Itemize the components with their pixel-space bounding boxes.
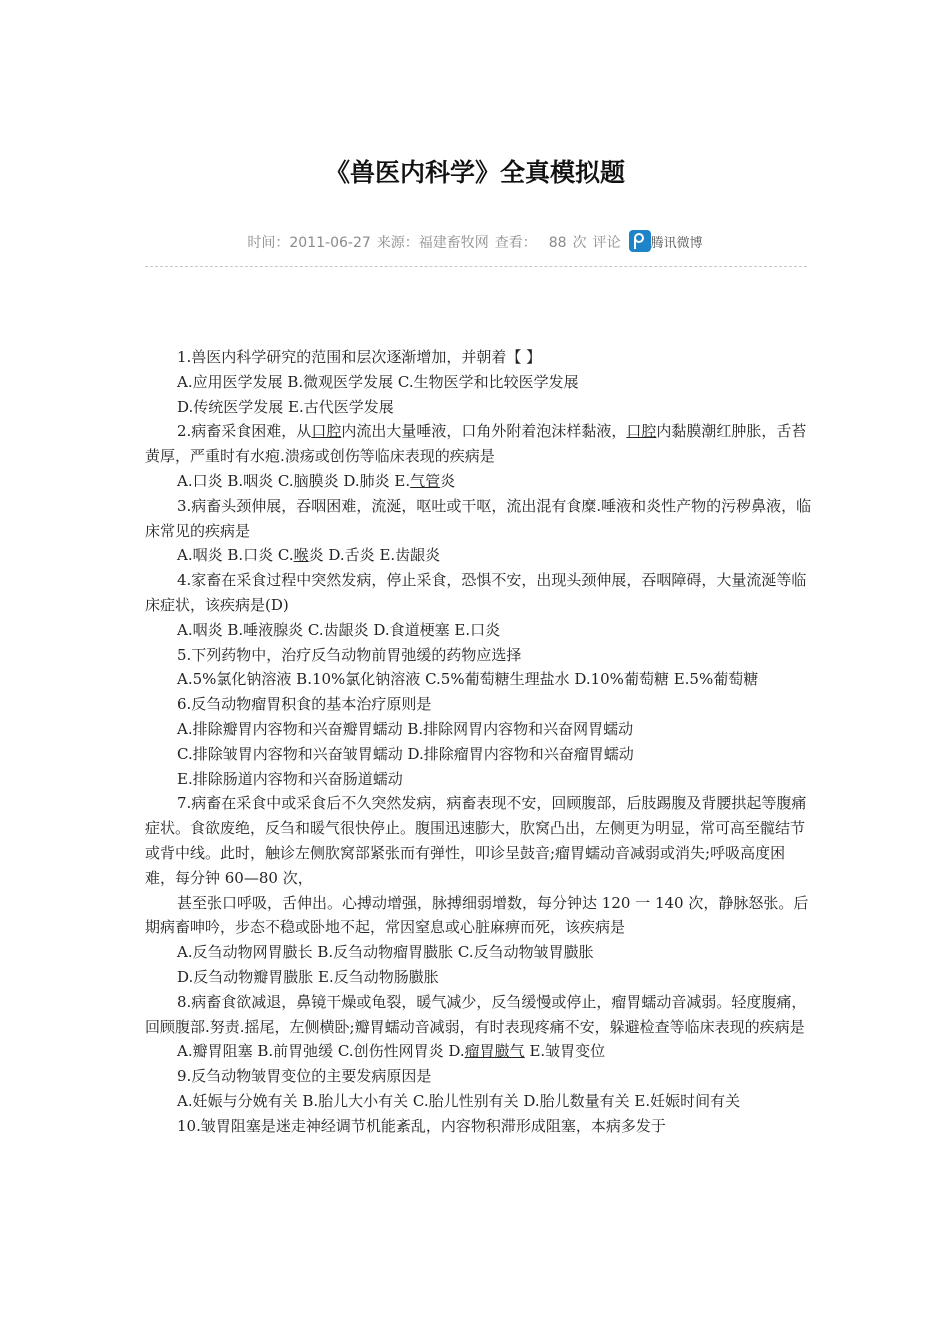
question-9: 9.反刍动物皱胃变位的主要发病原因是 xyxy=(177,1067,432,1086)
question-1-options-b: D.传统医学发展 E.古代医学发展 xyxy=(177,397,394,416)
keyword-link-larynx[interactable]: 喉 xyxy=(293,546,309,565)
question-8: 8.病畜食欲减退，鼻镜干燥或龟裂，暖气减少，反刍缓慢或停止，瘤胃蠕动音减弱。轻度腹痛，回顾腹部.努责.摇尾，左侧横卧;瓣胃蠕动音减弱，有时表现疼痛不安，躲避检查等临床表现的疾病是 xyxy=(145,992,807,1036)
question-10: 10.皱胃阻塞是迷走神经调节机能紊乱，内容物积滞形成阻塞，本病多发于 xyxy=(177,1116,666,1135)
question-3: 3.病畜头颈伸展，吞咽困难，流涎，呕吐或干呕，流出混有食糜.唾液和炎性产物的污秽鼻液，临床常见的疾病是 xyxy=(145,496,812,540)
question-3-options: A.咽炎 B.口炎 C.喉炎 D.舌炎 E.齿龈炎 xyxy=(177,546,441,565)
article-content xyxy=(145,345,815,1139)
publish-date: 2011-06-27 xyxy=(289,235,371,251)
question-1-options-a: A.应用医学发展 B.微观医学发展 C.生物医学和比较医学发展 xyxy=(177,372,579,391)
keyword-link-mouth-2[interactable]: 口腔 xyxy=(626,422,657,441)
time-label: 时间： xyxy=(247,235,290,251)
question-7: 7.病畜在采食中或采食后不久突然发病，病畜表现不安，回顾腹部，后肢踢腹及背腰拱起等腹痛症状。食欲废绝，反刍和暖气很快停止。腹围迅速膨大，肷窝凸出，左侧更为明显，常可高至髋结节或背中线。此时，触诊左侧肷窝部紧张而有弹性，叩诊呈鼓音;瘤胃蠕动音减弱或消失;呼吸高度困难，每分钟 60—80 次， xyxy=(145,794,807,887)
question-7-continued: 甚至张口呼吸，舌伸出。心搏动增强，脉搏细弱增数，每分钟达 120 一 140 次，静脉怒张。后期病畜呻吟，步态不稳或卧地不起，常因窒息或心脏麻痹而死，该疾病是 xyxy=(145,893,809,937)
tencent-weibo-link[interactable]: 腾讯微博 xyxy=(650,236,703,251)
question-6-options-a: A.排除瓣胃内容物和兴奋瓣胃蠕动 B.排除网胃内容物和兴奋网胃蠕动 xyxy=(177,719,634,738)
question-5-options: A.5%氯化钠溶液 B.10%氯化钠溶液 C.5%葡萄糖生理盐水 D.10%葡萄糖 E.5%葡萄糖 xyxy=(177,670,759,689)
page-title: 《兽医内科学》全真模拟题 xyxy=(324,158,625,187)
views-unit: 次 xyxy=(572,235,587,251)
keyword-link-rumen-bloat[interactable]: 瘤胃臌气 xyxy=(464,1042,525,1061)
source-name: 福建畜牧网 xyxy=(418,235,489,251)
question-4-options: A.咽炎 B.唾液腺炎 C.齿龈炎 D.食道梗塞 E.口炎 xyxy=(177,620,501,639)
question-8-options: A.瓣胃阻塞 B.前胃弛缓 C.创伤性网胃炎 D.瘤胃臌气 E.皱胃变位 xyxy=(177,1042,606,1061)
views-count: 88 xyxy=(548,235,567,251)
question-6-options-c: E.排除肠道内容物和兴奋肠道蠕动 xyxy=(177,769,403,788)
question-9-options: A.妊娠与分娩有关 B.胎儿大小有关 C.胎儿性别有关 D.胎儿数量有关 E.妊娠时间有关 xyxy=(177,1091,741,1110)
question-4: 4.家畜在采食过程中突然发病，停止采食，恐惧不安，出现头颈伸展，吞咽障碍，大量流涎等临床症状，该疾病是(D) xyxy=(145,571,807,614)
keyword-link-trachea[interactable]: 气管 xyxy=(410,471,441,490)
dashed-divider xyxy=(145,266,807,267)
question-5: 5.下列药物中，治疗反刍动物前胃弛缓的药物应选择 xyxy=(177,645,522,664)
tencent-weibo-icon[interactable] xyxy=(629,230,651,252)
question-2: 2.病畜采食困难，从口腔内流出大量唾液，口角外附着泡沫样黏液，口腔内黏膜潮红肿胀，舌苔黄厚，严重时有水疱.溃疡或创伤等临床表现的疾病是 xyxy=(145,422,807,466)
question-6-options-b: C.排除皱胃内容物和兴奋皱胃蠕动 D.排除瘤胃内容物和兴奋瘤胃蠕动 xyxy=(177,744,634,763)
question-1: 1.兽医内科学研究的范围和层次逐渐增加，并朝着【 】 xyxy=(177,348,542,366)
question-6: 6.反刍动物瘤胃积食的基本治疗原则是 xyxy=(177,695,432,714)
views-label: 查看： xyxy=(494,235,537,251)
question-7-options-a: A.反刍动物网胃臌长 B.反刍动物瘤胃臌胀 C.反刍动物皱胃臌胀 xyxy=(177,943,594,962)
keyword-link-mouth[interactable]: 口腔 xyxy=(311,422,342,441)
source-label: 来源： xyxy=(376,235,419,251)
question-2-options: A.口炎 B.咽炎 C.脑膜炎 D.肺炎 E.气管炎 xyxy=(177,471,456,490)
comment-link[interactable]: 评论 xyxy=(592,235,621,251)
question-7-options-b: D.反刍动物瓣胃臌胀 E.反刍动物肠臌胀 xyxy=(177,967,439,986)
article-meta xyxy=(0,230,950,255)
